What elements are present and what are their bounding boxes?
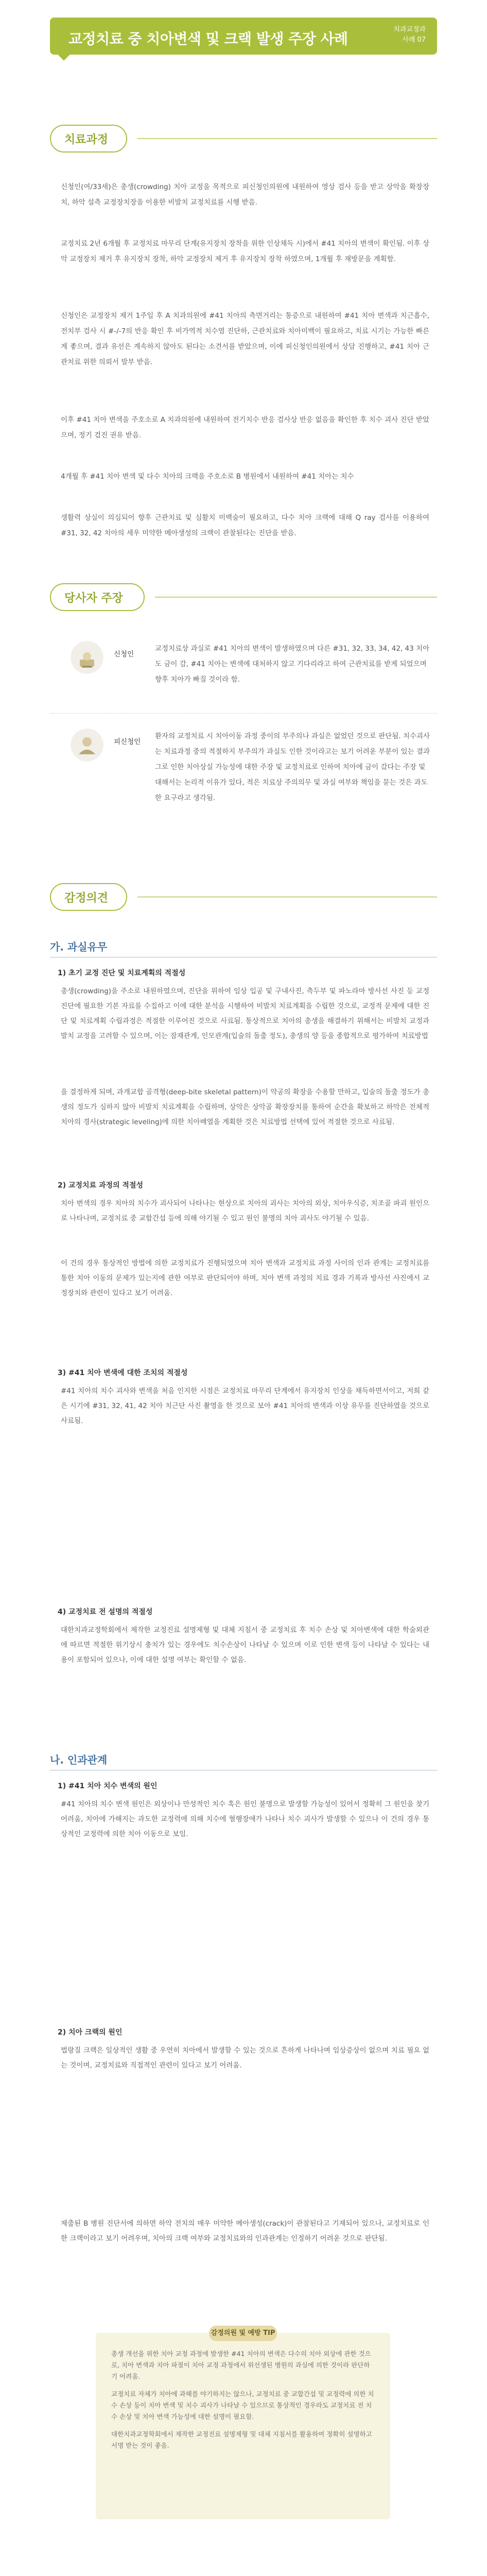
tip-paragraph-1: 총생 개선을 위한 치아 교정 과정에 발생한 #41 치아의 변색은 다수의 치아 외상에 관한 것으로, 치아 변색과 치아 파절이 치아 교정 과정에서 위선생된 병원의 과실에 의한 것이라 판단하기 어려움. xyxy=(111,2350,371,2380)
process-paragraph-2: 교정치료 2년 6개월 후 교정치료 마무리 단계(유지장치 장착을 위한 인상채득 시)에서 #41 치아의 변색이 확인됨. 이후 상악 교정장치 제거 후 유지장치 장착, 하악 교정장치 제거 후 유지장치 장착 하였으며, 1개월 후 재방문을 계획함. xyxy=(61,240,429,263)
discoloration-cause-text: #41 치아의 치수 변색 원인은 외상이나 만성적인 치수 혹은 원인 불명으로 발생할 가능성이 있어서 정확히 그 원인을 찾기 어려움, 치아에 가해지는 과도한 교정력에 의해 치수에 혈행장애가 나타나 치수 괴사가 발생할 수 있으나 이 건의 경우 통상적인 교정력에 의한 치아 이동으로 보임. xyxy=(61,1800,429,1838)
subheading-treatment-process: 2) 교정치료 과정의 적절성 xyxy=(58,1181,144,1190)
applicant-label: 신청인 xyxy=(114,650,134,658)
badge-case-number: 사례 07 xyxy=(402,36,426,44)
causality-conclusion-text: 제출된 B 병원 진단서에 의하면 하악 전치의 매우 미약한 메아생성(crack)이 관찰된다고 기재되어 있으나, 교정치료로 인한 크랙이라고 보기 어려우며, 치아의 크랙 여부와 교정치료와의 인과관계는 인정하기 어려운 것으로 판단됨. xyxy=(61,2219,429,2243)
tip-paragraph-2: 교정치료 자체가 치아에 과해를 야기하지는 않으나, 교정치료 중 교합간섭 및 교정력에 의한 치수 손상 등이 치아 변색 및 치수 괴사가 나타날 수 있으므로 통상적인 경우라도 교정치료 전 치수 손상 및 치아 변색 가능성에 대한 설명이 필요함. xyxy=(111,2390,374,2420)
section-process-title: 치료과정 xyxy=(64,133,109,146)
applicant-icon xyxy=(71,641,103,674)
page-title: 교정치료 중 치아변색 및 크랙 발생 주장 사례 xyxy=(68,30,348,47)
applicant-text: 교정치료상 과실로 #41 치아의 변색이 발생하였으며 다른 #31, 32, 33, 34, 42, 43 치아도 금이 감, #41 치아는 변색에 대처하지 않고 기다리라고 하여 근관치료를 받게 되었으며 향후 치아가 빠질 것이라 함. xyxy=(155,645,430,684)
process-paragraph-6: 생활력 상실이 의심되어 향후 근관치료 및 심활치 미백술이 필요하고, 다수 치아 크랙에 대해 Q ray 검사를 이용하여 #31, 32, 42 치아의 세우 미약한 메아생성의 크랙이 관찰된다는 진단을 받음. xyxy=(61,514,429,537)
case-badge xyxy=(393,25,426,45)
process-paragraph-1: 신청인(여/33세)은 총생(crowding) 치아 교정을 목적으로 피신청인의원에 내원하여 영상 검사 등을 받고 상악을 확장장치, 하악 설측 교정장치장을 이용한 비발치 교정치료를 시행 받음. xyxy=(61,183,429,207)
crack-cause-text: 법랑질 크랙은 일상적인 생활 중 우연히 치아에서 발생할 수 있는 것으로 흔하게 나타나며 임상증상이 없으며 치료 필요 없는 것이며, 교정치료와 직접적인 관련이 있다고 보기 어려움. xyxy=(61,2046,429,2070)
tip-box xyxy=(96,2329,390,2519)
process-paragraph-5: 4개월 후 #41 치아 변색 및 다수 치아의 크랙을 주호소로 B 병원에서 내원하여 #41 치아는 치수 xyxy=(61,472,354,481)
badge-department: 치과교정과 xyxy=(393,26,426,33)
subheading-initial-diagnosis: 1) 초기 교정 진단 및 치료계획의 적절성 xyxy=(58,969,186,977)
subheading-negligence: 가. 과실유무 xyxy=(50,939,437,958)
title-bar xyxy=(50,18,437,55)
respondent-icon xyxy=(71,728,103,761)
section-claims-pill xyxy=(50,583,145,611)
section-opinion-title: 감정의견 xyxy=(64,891,109,905)
initial-diagnosis-text-2: 을 결정하게 되며, 과개교합 골격형(deep-bite skeletal pattern)이 약공의 확장을 수용할 만하고, 입술의 돌출 정도가 총생의 정도가 심하지 않아 비발치 치료계획을 수립하며, 상악은 상악골 확장장치를 통하여 순간을 확보하고 하악은 전체적 치아의 경사(strategic leveling)에 의한 치아배열을 계획한 것은 치료방법 선택에 있어 적절한 것으로 사료됨. xyxy=(61,1088,429,1126)
subheading-discoloration-response: 3) #41 치아 변색에 대한 조치의 적절성 xyxy=(58,1369,188,1377)
treatment-process-text-2: 이 건의 경우 통상적인 방법에 의한 교정치료가 진행되었으며 치아 변색과 교정치료 과정 사이의 인과 관계는 교정치료를 통한 치아 이동의 문제가 있는지에 관한 여부로 판단되어야 하며, 치아 변색 과정의 치료 경과 기록과 방사선 사진에서 교정장치와 관련이 있다고 보기 어려움. xyxy=(61,1259,429,1297)
section-opinion-header xyxy=(50,883,437,911)
process-paragraph-4: 이후 #41 치아 변색을 주호소로 A 치과의원에 내원하여 전기치수 반응 검사상 반응 없음을 확인한 후 치수 괴사 진단 받았으며, 정기 검진 권유 받음. xyxy=(61,416,429,439)
section-process-header xyxy=(50,125,437,152)
section-opinion-pill xyxy=(50,883,127,911)
tip-content xyxy=(111,2348,375,2458)
respondent-claim xyxy=(71,728,431,832)
section-process-pill xyxy=(50,125,127,152)
section-claims-title: 당사자 주장 xyxy=(64,591,123,605)
subheading-pre-treatment-explanation: 4) 교정치료 전 설명의 적절성 xyxy=(58,1608,153,1616)
section-claims-rule xyxy=(155,597,437,598)
subheading-discoloration-cause: 1) #41 치아 치수 변색의 원인 xyxy=(58,1782,158,1790)
subheading-crack-cause: 2) 치아 크랙의 원인 xyxy=(58,2028,123,2037)
claims-divider xyxy=(50,713,437,714)
treatment-process-text-1: 치아 변색의 경우 치아의 치수가 괴사되어 나타나는 현상으로 치아의 괴사는 치아의 외상, 치아우식증, 치조골 파괴 원인으로 나타나며, 교정치료 중 교합간섭 등에 의해 야기될 수 있고 원인 불명의 치아 괴사도 야기될 수 있음. xyxy=(61,1199,429,1223)
section-opinion-rule xyxy=(137,896,437,897)
subheading-causality: 나. 인과관계 xyxy=(50,1752,437,1771)
applicant-claim xyxy=(71,641,431,708)
title-tab-marker xyxy=(57,47,70,60)
page-header xyxy=(0,0,487,71)
process-paragraph-3: 신청인은 교정장치 제거 1주일 후 A 치과의원에 #41 치아의 측면거리는 통증으로 내원하여 #41 치아 변색과 치근흡수, 전치부 검사 시 #-/-7의 반응 확인 후 비가역적 치수염 진단하, 근관치료와 치아미백이 필요하고, 치료 시기는 가능한 빠른 게 좋으며, 결과 유선은 계속하지 않아도 된다는 소견서를 받았으며, 이에 피신청인의원에서 상담 진행하고, #41 치아 근관치료 위한 의뢰서 발부 받음. xyxy=(61,312,429,366)
discoloration-response-text: #41 치아의 치수 괴사와 변색을 처음 인지한 시점은 교정치료 마무리 단계에서 유지장치 인상을 채득하면서이고, 저희 같은 시기에 #31, 32, 41, 42 치아 치근단 사진 촬영을 한 것으로 보아 #41 치아의 변색과 이상 유무를 진단하였을 것으로 사료됨. xyxy=(61,1387,429,1425)
section-process-rule xyxy=(137,138,437,139)
initial-diagnosis-text-1: 총생(crowding)을 주소로 내원하였으며, 진단을 위하여 임상 입공 및 구내사진, 측두부 및 파노라마 방사선 사진 등 교정진단에 필요한 기본 자료를 수집하고 이에 대한 분석을 시행하여 비발치 치료계획을 수립한 것으로, 교정적 문제에 대한 진단 및 치료계획 수립과정은 적절한 이루어진 것으로 사료됨. 통상적으로 치아의 총생을 해결하기 위해서는 비발치 교정과 발치 교정을 고려할 수 있으며, 이는 잠재관계, 인모관계(입술의 돌출 정도), 총생의 양 등을 종합적으로 평가하여 치료방법 xyxy=(61,987,429,1040)
respondent-label: 피신청인 xyxy=(114,738,141,746)
tip-label: 감정의원 및 예방 TIP xyxy=(209,2326,277,2341)
section-claims-header xyxy=(50,583,437,611)
tip-paragraph-3: 대한치과교정학회에서 제작한 교정진료 설명제형 및 대체 지침서를 활용하여 정확히 설명하고 서명 받는 것이 좋음. xyxy=(111,2430,372,2449)
pre-treatment-explanation-text: 대한치과교정학회에서 제작한 교정진료 설명제형 및 대체 지침서 중 교정치료 후 치수 손상 및 치아변색에 대한 학술외관에 따르면 적절한 위기상시 충치가 있는 경우에도 치수손상이 나타날 수 있으며 이로 인한 변색 등이 나타날 수 있다는 내용이 포함되어 있으나, 이에 대한 설명 여부는 확인할 수 없음. xyxy=(61,1626,429,1664)
respondent-text: 환자의 교정치료 시 치아이동 과정 중이의 부주의나 과실은 없었던 것으로 판단됨. 치수괴사는 치료과정 중의 적절하지 부주의가 과실도 인한 것이라고는 보기 어려운 부분이 있는 결과 그로 인한 치아상실 가능성에 대한 주장 및 교정치료로 인하여 치아에 금이 갔다는 주장 및 대해서는 논리적 이유가 있다, 적은 치료상 주의의무 및 과실 여부와 책임을 묻는 것은 과도한 요구라고 생각됨. xyxy=(155,732,430,802)
